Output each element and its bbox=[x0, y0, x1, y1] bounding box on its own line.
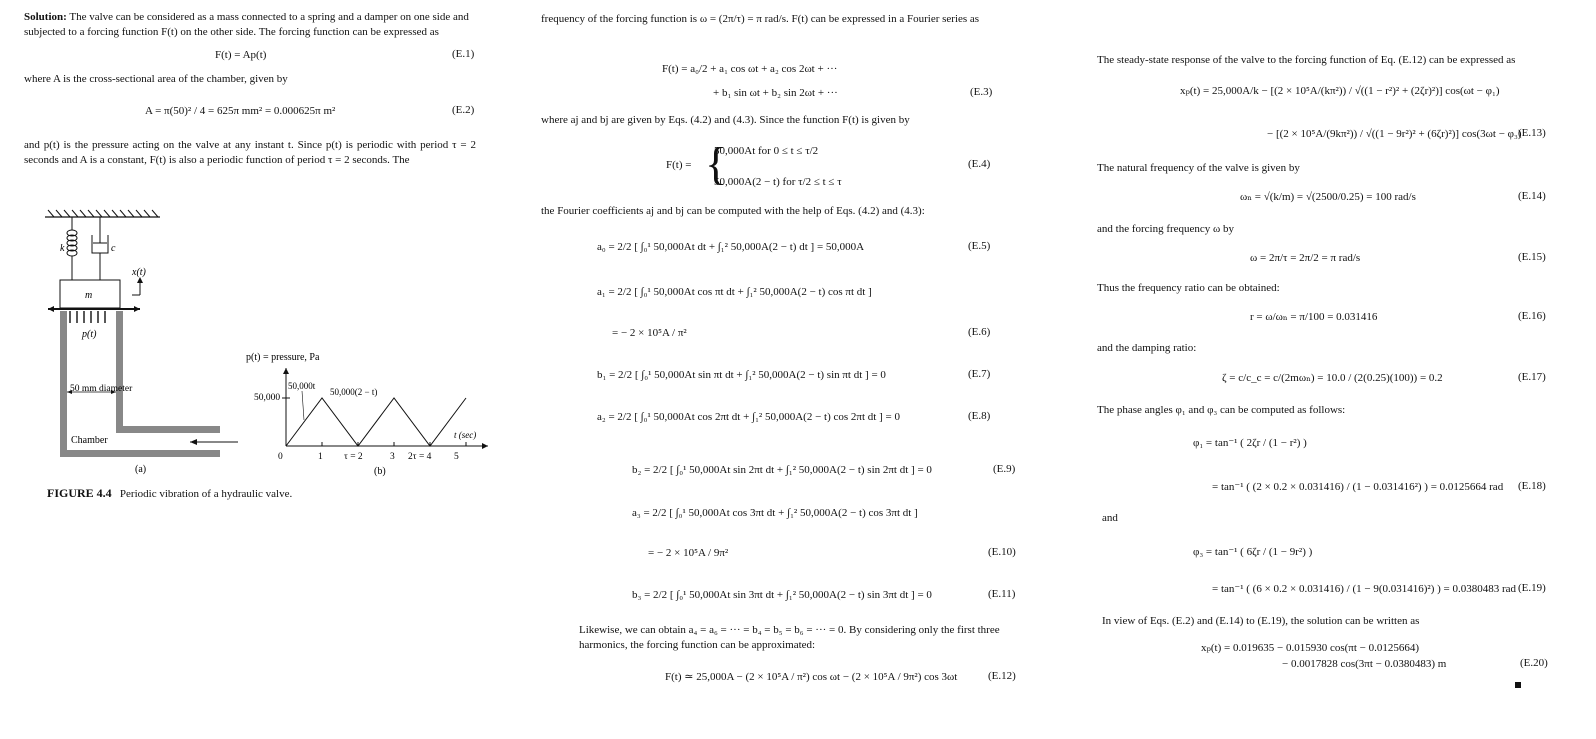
equation-E14: ωₙ = √(k/m) = √(2500/0.25) = 100 rad/s bbox=[1240, 191, 1416, 203]
spring-label: k bbox=[60, 243, 65, 254]
end-of-solution-mark bbox=[1515, 682, 1521, 688]
subfigure-b-label: (b) bbox=[374, 466, 386, 477]
natural-frequency-text: The natural frequency of the valve is given by bbox=[1097, 162, 1300, 174]
tick-3: 3 bbox=[390, 452, 395, 462]
pressure-label: p(t) bbox=[82, 329, 97, 340]
equation-tag-E16: (E.16) bbox=[1518, 310, 1546, 322]
equation-a3: a₃ = 2/2 [ ∫₀¹ 50,000At cos 3πt dt + ∫₁² 50,000A(2 − t) cos 3πt dt ] bbox=[632, 507, 918, 519]
valve-schematic bbox=[40, 205, 250, 475]
equation-E17: ζ = c/c_c = c/(2mωₙ) = 10.0 / (2(0.25)(100)) = 0.2 bbox=[1222, 372, 1443, 384]
solution-label: Solution: bbox=[24, 11, 67, 23]
tick-2: τ = 2 bbox=[344, 452, 363, 462]
equation-E20-line2: − 0.0017828 cos(3πt − 0.0380483) m bbox=[1282, 658, 1447, 670]
equation-tag-E4: (E.4) bbox=[968, 158, 991, 170]
equation-E3-line1: F(t) = a₀/2 + a₁ cos ωt + a₂ cos 2ωt + ··· bbox=[662, 63, 838, 75]
diameter-label: 50 mm diameter bbox=[70, 384, 133, 394]
equation-a1: a₁ = 2/2 [ ∫₀¹ 50,000At cos πt dt + ∫₁² 50,000A(2 − t) cos πt dt ] bbox=[597, 286, 872, 298]
equation-tag-E5: (E.5) bbox=[968, 240, 991, 252]
spring-element bbox=[67, 217, 77, 280]
equation-tag-E3: (E.3) bbox=[970, 86, 993, 98]
equation-tag-E1: (E.1) bbox=[452, 48, 475, 60]
rise-label: 50,000t bbox=[288, 381, 316, 391]
equation-E4-lhs: F(t) = bbox=[666, 159, 692, 171]
equation-tag-E11: (E.11) bbox=[988, 588, 1016, 600]
tick-0: 0 bbox=[278, 452, 283, 462]
figure-caption-text: Periodic vibration of a hydraulic valve. bbox=[119, 488, 293, 500]
frequency-ratio-text: Thus the frequency ratio can be obtained: bbox=[1097, 282, 1280, 294]
solution-intro: The valve can be considered as a mass connected to a spring and a damper on one side and subjected to a forcing function F(t) on the other side. The forcing function can be expressed as bbox=[24, 11, 469, 38]
figure-caption bbox=[47, 486, 292, 501]
likewise-paragraph: Likewise, we can obtain a₄ = a₆ = ··· = b₄ = b₅ = b₆ = ··· = 0. By considering only the first three harmonics, the forcing function can be approximated: bbox=[579, 624, 1000, 651]
equation-E4-case1: 50,000At for 0 ≤ t ≤ τ/2 bbox=[714, 145, 819, 157]
where-a-text: where A is the cross-sectional area of the chamber, given by bbox=[24, 73, 288, 85]
steady-state-text: The steady-state response of the valve to the forcing function of Eq. (E.12) can be expressed as bbox=[1097, 54, 1516, 66]
equation-E3-line2: + b₁ sin ωt + b₂ sin 2ωt + ··· bbox=[713, 87, 838, 99]
equation-E4-case2: 50,000A(2 − t) for τ/2 ≤ t ≤ τ bbox=[714, 176, 842, 188]
equation-E8: a₂ = 2/2 [ ∫₀¹ 50,000At cos 2πt dt + ∫₁² 50,000A(2 − t) cos 2πt dt ] = 0 bbox=[597, 411, 900, 423]
equation-phi3: φ₃ = tan⁻¹ ( 6ζr / (1 − 9r²) ) bbox=[1193, 546, 1313, 558]
solution-paragraph bbox=[24, 10, 476, 40]
equation-tag-E19: (E.19) bbox=[1518, 582, 1546, 594]
equation-E15: ω = 2π/τ = 2π/2 = π rad/s bbox=[1250, 252, 1361, 264]
fall-label: 50,000(2 − t) bbox=[330, 387, 378, 397]
equation-tag-E6: (E.6) bbox=[968, 326, 991, 338]
equation-E13-line1: xₚ(t) = 25,000A/k − [(2 × 10⁵A/(kπ²)) / √((1 − r²)² + (2ζr)²)] cos(ωt − φ₁) bbox=[1180, 85, 1500, 97]
equation-E12: F(t) ≃ 25,000A − (2 × 10⁵A / π²) cos ωt − (2 × 10⁵A / 9π²) cos 3ωt bbox=[665, 671, 958, 683]
equation-tag-E14: (E.14) bbox=[1518, 190, 1546, 202]
equation-E11: b₃ = 2/2 [ ∫₀¹ 50,000At sin 3πt dt + ∫₁² 50,000A(2 − t) sin 3πt dt ] = 0 bbox=[632, 589, 932, 601]
mass-label: m bbox=[85, 290, 93, 301]
equation-E7: b₁ = 2/2 [ ∫₀¹ 50,000At sin πt dt + ∫₁² 50,000A(2 − t) sin πt dt ] = 0 bbox=[597, 369, 886, 381]
equation-tag-E9: (E.9) bbox=[993, 463, 1016, 475]
equation-E6: = − 2 × 10⁵A / π² bbox=[612, 327, 687, 339]
equation-tag-E2: (E.2) bbox=[452, 104, 475, 116]
equation-E5: a₀ = 2/2 [ ∫₀¹ 50,000At dt + ∫₁² 50,000A(2 − t) dt ] = 50,000A bbox=[597, 241, 865, 253]
pressure-paragraph: and p(t) is the pressure acting on the valve at any instant t. Since p(t) is periodic with period τ = 2 seconds and A is a constant, F(t) is also a periodic function of period τ = 2 seconds. The bbox=[24, 139, 476, 166]
frequency-paragraph: frequency of the forcing function is ω = (2π/τ) = π rad/s. F(t) can be expressed in a Fourier series as bbox=[541, 13, 980, 25]
plot-y-level: 50,000 bbox=[254, 393, 281, 403]
equation-E2: A = π(50)² / 4 = 625π mm² = 0.000625π m² bbox=[145, 105, 336, 117]
phase-angles-text: The phase angles φ₁ and φ₃ can be computed as follows: bbox=[1097, 404, 1346, 416]
tick-4: 2τ = 4 bbox=[408, 452, 432, 462]
equation-tag-E13: (E.13) bbox=[1518, 127, 1546, 139]
damper-label: c bbox=[111, 243, 116, 254]
equation-tag-E10: (E.10) bbox=[988, 546, 1016, 558]
equation-tag-E18: (E.18) bbox=[1518, 480, 1546, 492]
pressure-plot bbox=[242, 348, 502, 478]
equation-phi1: φ₁ = tan⁻¹ ( 2ζr / (1 − r²) ) bbox=[1193, 437, 1307, 449]
fourier-coeff-text: the Fourier coefficients aj and bj can be computed with the help of Eqs. (4.2) and (4.3): bbox=[541, 205, 925, 217]
figure-caption-label: FIGURE 4.4 bbox=[47, 486, 112, 500]
pressure-wave bbox=[286, 398, 466, 446]
equation-tag-E12: (E.12) bbox=[988, 670, 1016, 682]
equation-tag-E7: (E.7) bbox=[968, 368, 991, 380]
equation-E18: = tan⁻¹ ( (2 × 0.2 × 0.031416) / (1 − 0.031416²) ) = 0.0125664 rad bbox=[1212, 481, 1504, 493]
equation-tag-E17: (E.17) bbox=[1518, 371, 1546, 383]
equation-E1: F(t) = Ap(t) bbox=[215, 49, 267, 61]
equation-tag-E15: (E.15) bbox=[1518, 251, 1546, 263]
subfigure-a-label: (a) bbox=[135, 464, 147, 475]
equation-E19: = tan⁻¹ ( (6 × 0.2 × 0.031416) / (1 − 9(0.031416)²) ) = 0.0380483 rad bbox=[1212, 583, 1517, 595]
equation-E16: r = ω/ωₙ = π/100 = 0.031416 bbox=[1250, 311, 1378, 323]
damping-ratio-text: and the damping ratio: bbox=[1097, 342, 1197, 354]
forcing-frequency-text: and the forcing frequency ω by bbox=[1097, 223, 1235, 235]
equation-E10: = − 2 × 10⁵A / 9π² bbox=[648, 547, 729, 559]
equation-tag-E8: (E.8) bbox=[968, 410, 991, 422]
equation-tag-E20: (E.20) bbox=[1520, 657, 1548, 669]
equation-E20-line1: xₚ(t) = 0.019635 − 0.015930 cos(πt − 0.0125664) bbox=[1201, 642, 1419, 654]
tick-5: 5 bbox=[454, 452, 459, 462]
tick-1: 1 bbox=[318, 452, 323, 462]
equation-E4-brace: { bbox=[705, 138, 728, 189]
damper-element bbox=[92, 217, 108, 280]
in-view-text: In view of Eqs. (E.2) and (E.14) to (E.19), the solution can be written as bbox=[1102, 615, 1420, 627]
plot-x-label: t (sec) bbox=[454, 430, 477, 440]
and-text: and bbox=[1102, 512, 1118, 524]
where-ab-text: where aj and bj are given by Eqs. (4.2) and (4.3). Since the function F(t) is given by bbox=[541, 114, 910, 126]
chamber-label: Chamber bbox=[71, 435, 108, 446]
equation-E13-line2: − [(2 × 10⁵A/(9kπ²)) / √((1 − 9r²)² + (6ζr)²)] cos(3ωt − φ₃) bbox=[1267, 128, 1522, 140]
plot-title: p(t) = pressure, Pa bbox=[246, 352, 320, 363]
equation-E9: b₂ = 2/2 [ ∫₀¹ 50,000At sin 2πt dt + ∫₁² 50,000A(2 − t) sin 2πt dt ] = 0 bbox=[632, 464, 932, 476]
displacement-label: x(t) bbox=[132, 267, 146, 278]
